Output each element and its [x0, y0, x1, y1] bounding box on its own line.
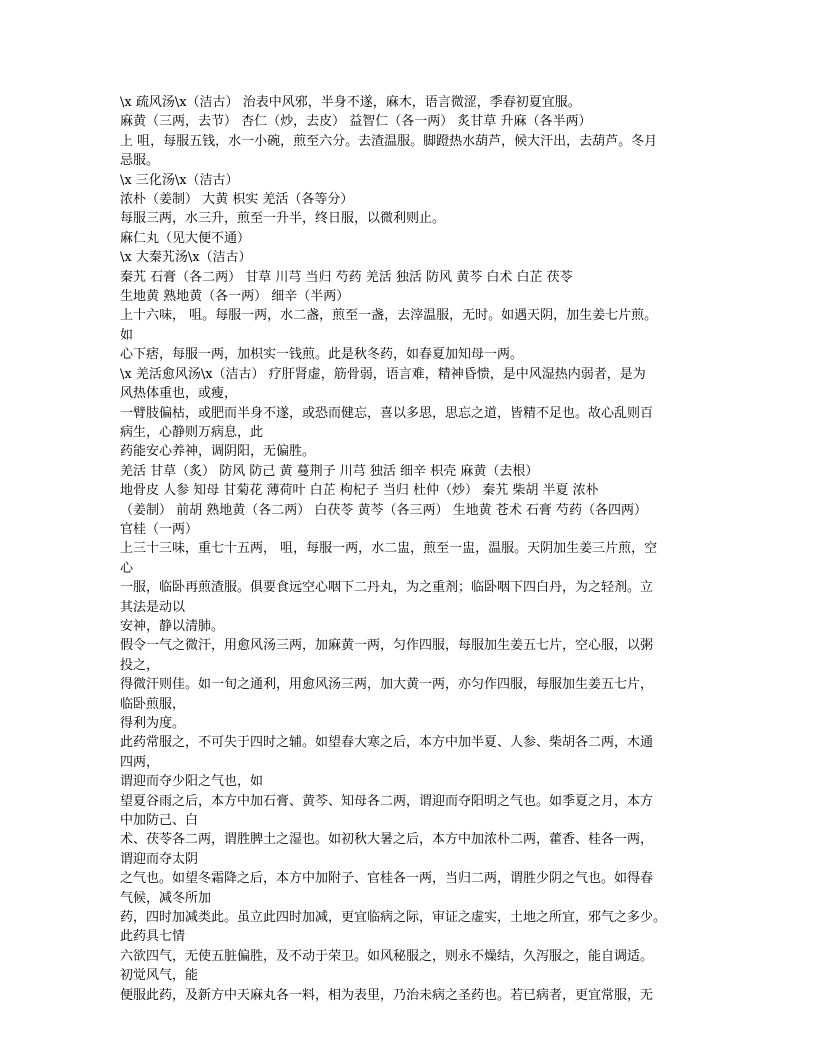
- document-body: [120, 93, 710, 1005]
- text-line: 病生，心静则万病息，此: [120, 424, 264, 440]
- text-line: 六欲四气，无使五脏偏胜，及不动于荣卫。如风秘服之，则永不燥结，久泻服之，能自调适。: [120, 948, 654, 964]
- text-line: 四两，: [120, 754, 160, 770]
- text-line: 官桂（一两）: [120, 521, 199, 537]
- text-line: 麻黄（三两，去节） 杏仁（炒，去皮） 益智仁（各一两） 炙甘草 升麻（各半两）: [120, 114, 592, 130]
- text-line: （姜制） 前胡 熟地黄（各二两） 白茯苓 黄芩（各三两） 生地黄 苍术 石膏 芍药（各四两）: [120, 502, 648, 518]
- text-line: 一服，临卧再煎渣服。俱要食远空心咽下二丹丸，为之重剂；临卧咽下四白丹，为之轻剂。立: [120, 580, 654, 596]
- text-line: 便服此药，及新方中天麻丸各一料，相为表里，乃治未病之圣药也。若已病者，更宜常服，无: [120, 987, 654, 1003]
- text-line: 气候，减冬所加: [120, 890, 212, 906]
- text-line: 麻仁丸（见大便不通）: [120, 230, 251, 246]
- text-line: 此药具七情: [120, 929, 186, 945]
- text-line: 生地黄 熟地黄（各一两） 细辛（半两）: [120, 289, 350, 305]
- text-line: 每服三两，水三升，煎至一升半，终日服，以微利则止。: [120, 211, 446, 227]
- text-line: 望夏谷雨之后，本方中加石膏、黄芩、知母各二两，谓迎而夺阳明之气也。如季夏之月，本方: [120, 793, 654, 809]
- text-line: 上十六味， 咀。每服一两，水二盏，煎至一盏，去滓温服，无时。如遇天阴，加生姜七片煎。: [120, 308, 658, 324]
- text-line: 忌服。: [120, 153, 160, 169]
- text-line: 药，四时加减类此。虽立此四时加减，更宜临病之际，审证之虚实，土地之所宜，邪气之多少。: [120, 910, 667, 926]
- text-line: 投之，: [120, 657, 160, 673]
- text-line: \x 疏风汤\x（洁古） 治表中风邪，半身不遂，麻木，语言微涩，季春初夏宜服。: [120, 95, 581, 110]
- text-line: 其法是动以: [120, 599, 186, 615]
- text-line: 谓迎而夺太阴: [120, 851, 199, 867]
- text-line: 此药常服之，不可失于四时之辅。如望春大寒之后，本方中加半夏、人参、柴胡各二两，木通: [120, 735, 654, 751]
- text-line: 术、茯苓各二两，谓胜脾土之湿也。如初秋大暑之后，本方中加浓朴二两，藿香、桂各一两，: [120, 832, 654, 848]
- text-line: 浓朴（姜制） 大黄 枳实 羌活（各等分）: [120, 192, 354, 208]
- text-line: 地骨皮 人参 知母 甘菊花 薄荷叶 白芷 枸杞子 当归 杜仲（炒） 秦艽 柴胡 半夏 浓朴: [120, 483, 599, 499]
- text-line: 秦艽 石膏（各二两） 甘草 川芎 当归 芍药 羌活 独活 防风 黄芩 白术 白芷 茯苓: [120, 269, 573, 285]
- text-line: \x 大秦艽汤\x（洁古）: [120, 250, 252, 266]
- text-line: 得微汗则佳。如一旬之通利，用愈风汤三两，加大黄一两，亦匀作四服，每服加生姜五七片，: [120, 677, 654, 693]
- text-line: 临卧煎服，: [120, 696, 186, 712]
- text-line: 中加防己、白: [120, 813, 199, 829]
- text-line: 心下痞，每服一两，加枳实一钱煎。此是秋冬药，如春夏加知母一两。: [120, 347, 524, 363]
- text-line: 谓迎而夺少阳之气也，如: [120, 774, 264, 790]
- text-line: 初觉风气，能: [120, 968, 199, 984]
- text-line: 安神，静以清肺。: [120, 618, 225, 634]
- text-line: \x 羌活愈风汤\x（洁古） 疗肝肾虚，筋骨弱，语言难，精神昏愦，是中风湿热内弱者，是为: [120, 366, 646, 382]
- text-line: 羌活 甘草（炙） 防风 防己 黄 蔓荆子 川芎 独活 细辛 枳壳 麻黄（去根）: [120, 463, 539, 479]
- text-line: 如: [120, 327, 134, 343]
- text-line: 风热体重也，或瘦，: [120, 386, 238, 402]
- text-line: 上三十三味，重七十五两， 咀，每服一两，水二盅，煎至一盅，温服。天阴加生姜三片煎，空: [120, 541, 658, 557]
- text-line: 上 咀，每服五钱，水一小碗，煎至六分。去渣温服。脚蹬热水葫芦，候大汗出，去葫芦。冬月: [120, 133, 658, 149]
- text-line: 一臂肢偏枯，或肥而半身不遂，或恐而健忘，喜以多思，思忘之道，皆精不足也。故心乱则百: [120, 405, 654, 421]
- text-line: 心: [120, 560, 134, 576]
- text-line: 得利为度。: [120, 716, 186, 731]
- text-line: \x 三化汤\x（洁古）: [120, 172, 239, 188]
- text-line: 药能安心养神，调阴阳，无偏胜。: [120, 444, 316, 460]
- text-line: 之气也。如望冬霜降之后，本方中加附子、官桂各一两，当归二两，谓胜少阴之气也。如得春: [120, 871, 654, 887]
- text-line: 假令一气之微汗，用愈风汤三两，加麻黄一两，匀作四服，每服加生姜五七片，空心服，以粥: [120, 638, 654, 654]
